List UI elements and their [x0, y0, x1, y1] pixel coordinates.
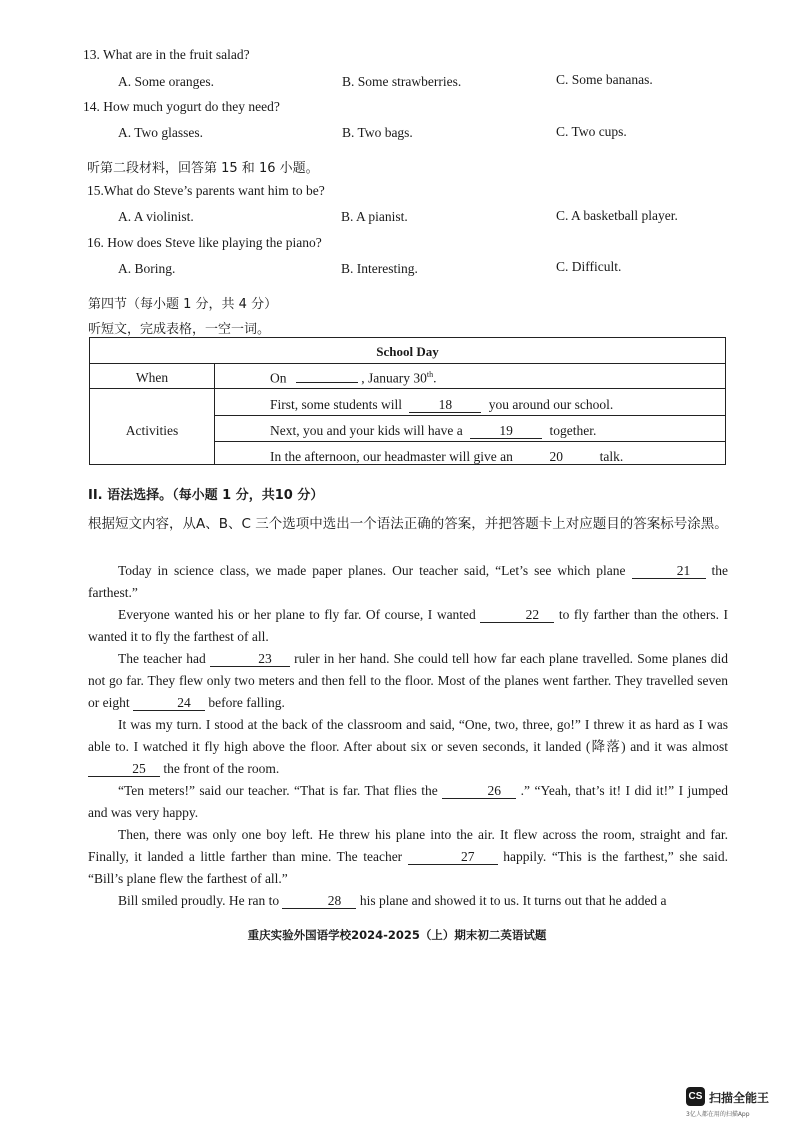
q16-option-a: A. Boring.: [118, 261, 176, 276]
when-label: When: [135, 370, 169, 385]
row2-after: together.: [549, 423, 597, 438]
section4-instruction: 听短文，完成表格，一空一词。: [88, 322, 271, 337]
passage-paragraph-5: [88, 780, 728, 824]
instruction-part2: 听第二段材料，回答第 15 和 16 小题。: [87, 161, 319, 176]
row1-before: First, some students will: [270, 397, 403, 412]
blank-22[interactable]: 22: [480, 608, 554, 623]
row3-before: In the afternoon, our headmaster will give an: [270, 449, 513, 464]
passage-paragraph-6: [88, 824, 728, 890]
activity-row-3: [270, 449, 623, 465]
p7-text-a: Bill smiled proudly. He ran to: [118, 893, 280, 908]
section4-heading: 第四节（每小题 1 分，共 4 分）: [88, 297, 278, 312]
p3-text-a: The teacher had: [118, 651, 206, 666]
p1-text-a: Today in science class, we made paper planes. Our teacher said, “Let’s see which plane: [118, 563, 626, 578]
blank-27[interactable]: 27: [408, 850, 498, 865]
row3-after: talk.: [599, 449, 624, 464]
grammar-instruction: 根据短文内容，从A、B、C 三个选项中选出一个语法正确的答案，并把答题卡上对应题目的答案标号涂黑。: [88, 516, 728, 532]
activities-label: Activities: [125, 423, 179, 438]
blank-23[interactable]: 23: [210, 652, 290, 667]
q15-question: 15.What do Steve’s parents want him to be?: [87, 183, 325, 198]
blank-28[interactable]: 28: [282, 894, 356, 909]
q16-option-c: C. Difficult.: [556, 259, 622, 274]
p3-text-b: ruler in her hand. She could tell how far each plane travelled. Some planes did not go far. They flew only two meters and then fell to the floor. Most of the planes went farther. They travelled seven or eight: [88, 651, 729, 710]
passage-paragraph-7: [88, 890, 728, 912]
q14-option-c: C. Two cups.: [556, 124, 627, 139]
p7-text-b: his plane and showed it to us. It turns out that he added a: [359, 893, 667, 908]
when-suffix-sup: th: [426, 370, 434, 379]
q16-option-b: B. Interesting.: [341, 261, 418, 276]
p5-text-b: .” “Yeah, that’s it! I did it!” I jumped and was very happy.: [88, 783, 728, 820]
p4-text-a: It was my turn. I stood at the back of the classroom and said, “One, two, three, go!” I threw it as hard as I was able to. I watched it fly high above the floor. After about six or seven seconds, it landed (降落) and it was almost: [88, 717, 728, 754]
watermark-name: 扫描全能王: [709, 1091, 770, 1105]
passage-paragraph-2: [88, 604, 728, 648]
blank-20[interactable]: 20: [520, 450, 592, 465]
page-footer: 重庆实验外国语学校2024-2025（上）期末初二英语试题: [247, 928, 547, 942]
q15-option-a: A. A violinist.: [118, 209, 194, 224]
p2-text-b: to fly farther than the others. I wanted it to fly the farthest of all.: [88, 607, 728, 644]
blank-25[interactable]: 25: [88, 762, 160, 777]
blank-24[interactable]: 24: [133, 696, 205, 711]
watermark-subtitle: 3亿人都在用的扫描App: [686, 1111, 750, 1118]
p5-text-a: “Ten meters!” said our teacher. “That is far. That flies the: [118, 783, 438, 798]
passage-paragraph-4: [88, 714, 728, 780]
blank-21[interactable]: 21: [632, 564, 706, 579]
q14-option-b: B. Two bags.: [342, 125, 413, 140]
table-title: School Day: [376, 344, 439, 359]
row1-after: you around our school.: [488, 397, 614, 412]
q13-question: 13. What are in the fruit salad?: [83, 47, 250, 62]
camscanner-logo-icon: CS: [686, 1087, 705, 1106]
when-end: .: [433, 370, 437, 386]
when-suffix: , January 30: [361, 370, 427, 386]
q16-question: 16. How does Steve like playing the piano?: [87, 235, 322, 250]
q13-option-c: C. Some bananas.: [556, 72, 653, 87]
blank-26[interactable]: 26: [442, 784, 516, 799]
activity-row-2: [270, 423, 596, 439]
blank-19[interactable]: 19: [470, 424, 542, 439]
p2-text-a: Everyone wanted his or her plane to fly far. Of course, I wanted: [118, 607, 476, 622]
p6-text-a: Then, there was only one boy left. He threw his plane into the air. It flew across the room, straight and far. Finally, it landed a little farther than mine. The teacher: [88, 827, 728, 864]
grammar-heading: II. 语法选择。（每小题 1 分，共10 分）: [88, 488, 324, 503]
q14-option-a: A. Two glasses.: [118, 125, 204, 140]
school-day-table: [89, 337, 726, 465]
p1-text-b: the farthest.”: [88, 563, 729, 600]
q15-option-c: C. A basketball player.: [556, 208, 678, 223]
when-value: [270, 370, 436, 387]
q14-question: 14. How much yogurt do they need?: [83, 99, 280, 114]
activity-row-1: [270, 397, 613, 413]
when-prefix: On: [270, 370, 287, 386]
q15-option-b: B. A pianist.: [341, 209, 408, 224]
p3-text-c: before falling.: [208, 695, 285, 710]
q13-option-a: A. Some oranges.: [118, 74, 214, 89]
passage-paragraph-1: [88, 560, 728, 604]
p4-text-b: the front of the room.: [163, 761, 280, 776]
blank-18[interactable]: 18: [409, 398, 481, 413]
p6-text-b: happily. “This is the farthest,” she said. “Bill’s plane flew the farthest of all.”: [88, 849, 729, 886]
q13-option-b: B. Some strawberries.: [342, 74, 462, 89]
passage-paragraph-3: [88, 648, 728, 714]
blank-17[interactable]: [296, 382, 358, 383]
row2-before: Next, you and your kids will have a: [270, 423, 463, 438]
